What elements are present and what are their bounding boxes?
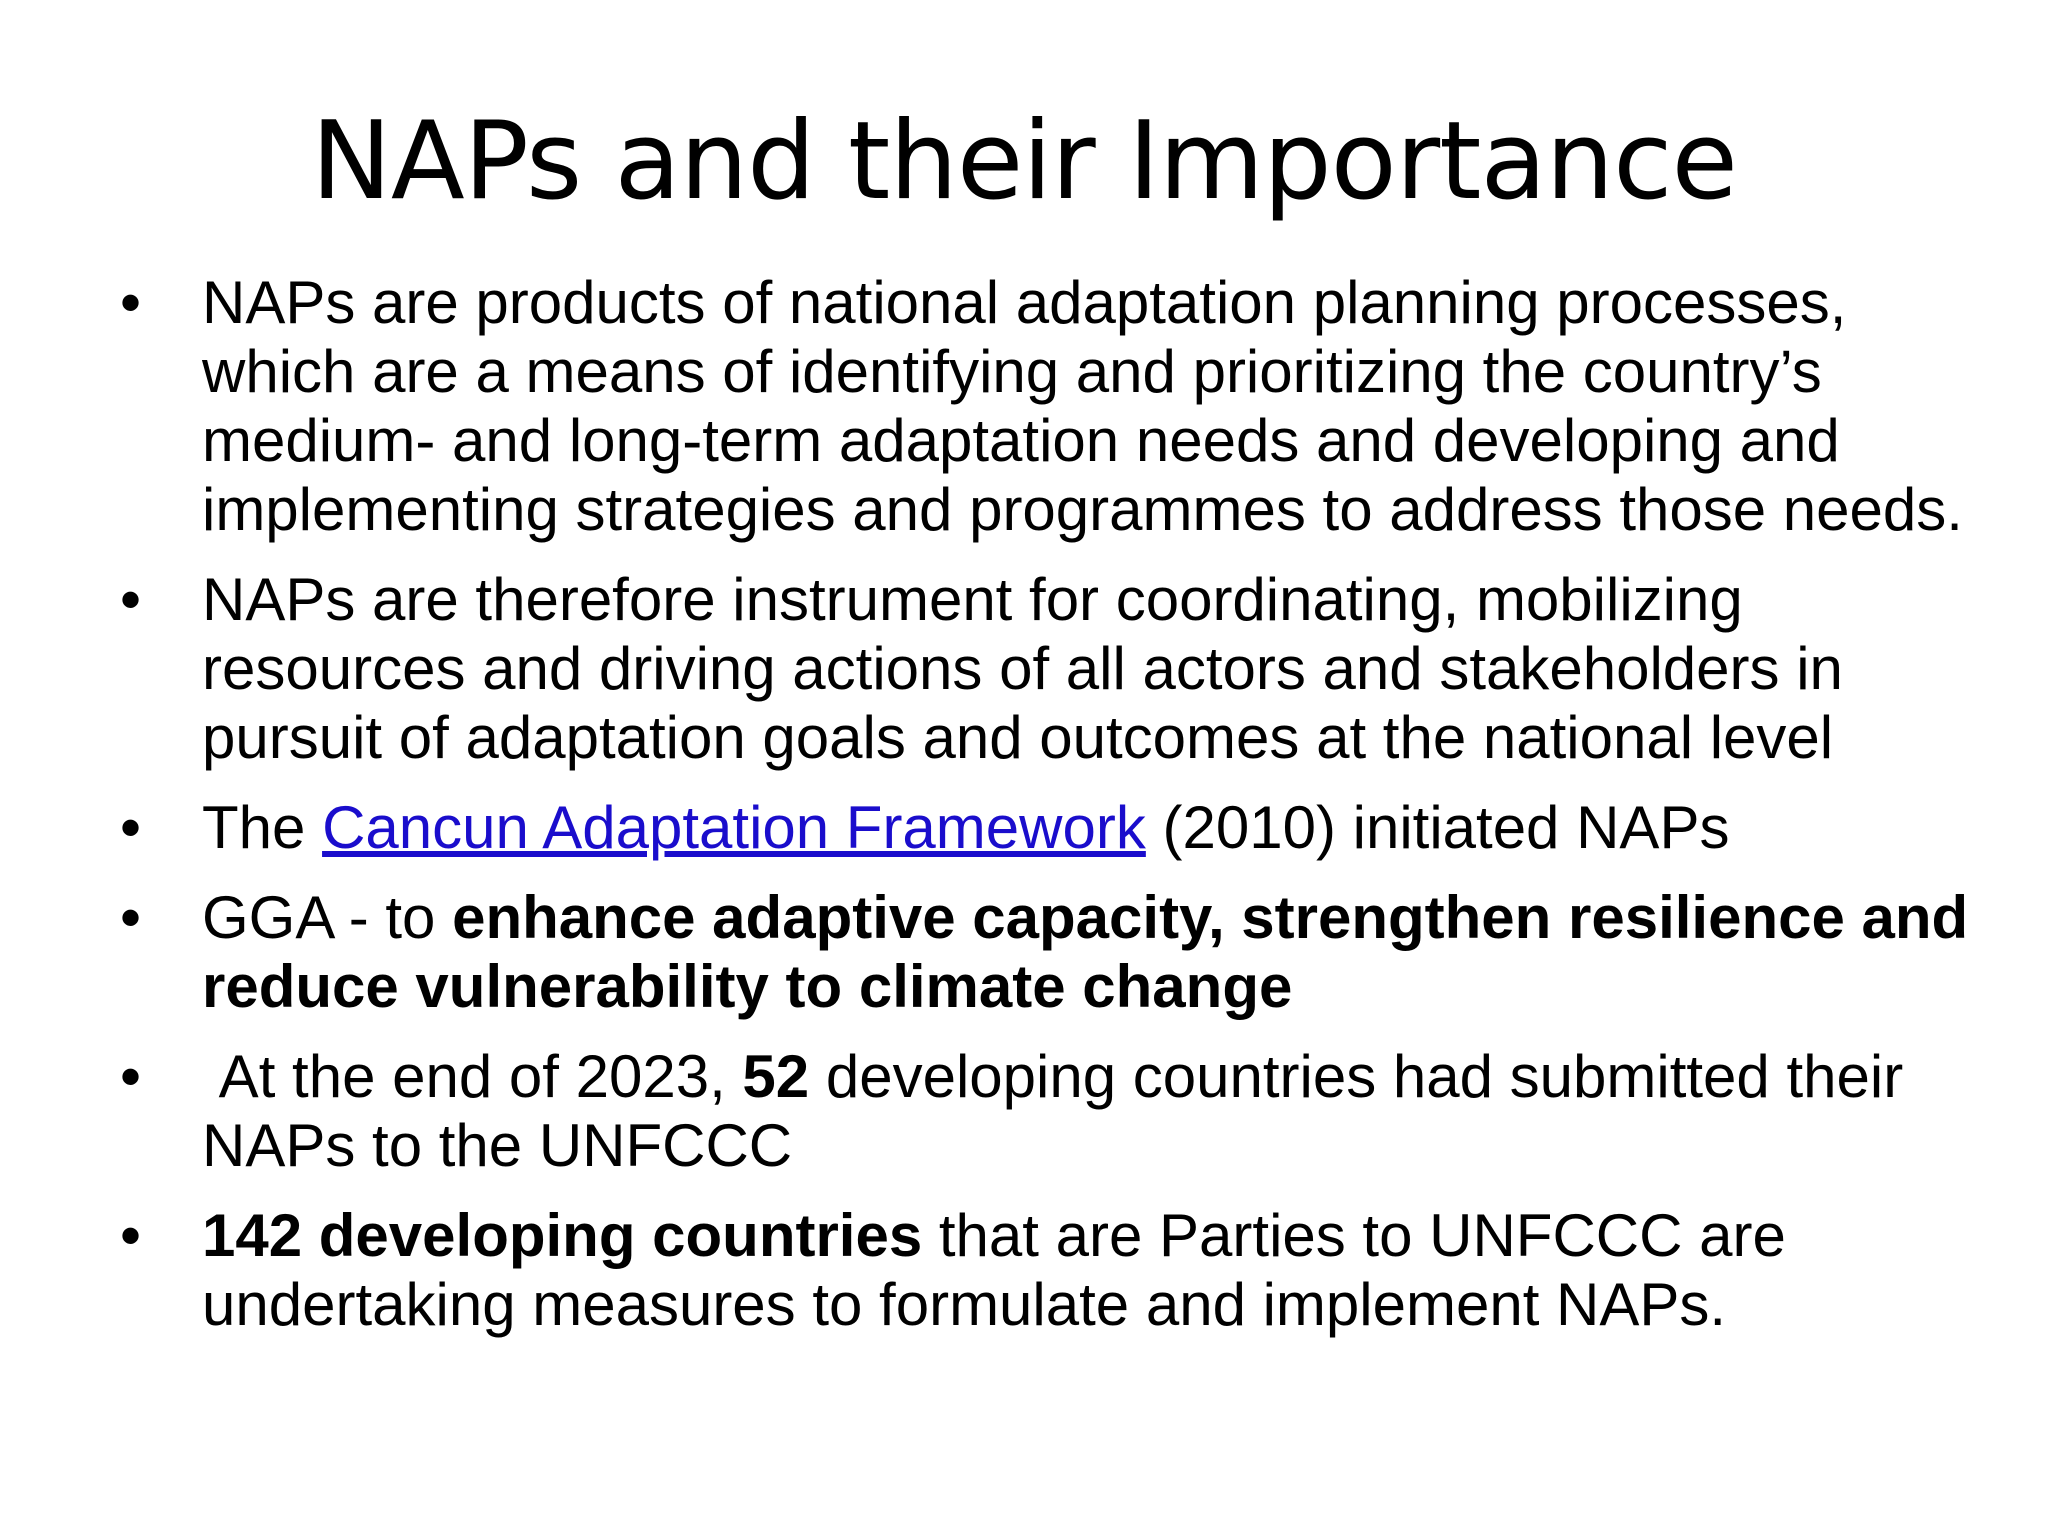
bullet-dot-icon: • — [120, 1043, 142, 1110]
bullet-dot-icon: • — [120, 884, 142, 951]
bullet-dot-icon: • — [120, 566, 142, 633]
bullet-dot-icon: • — [120, 269, 142, 336]
bullet-item-gga — [120, 883, 2010, 1021]
bullet-text-bold: 52 — [742, 1043, 810, 1110]
bullet-item-submitted-count — [120, 1042, 2010, 1180]
bullet-dot-icon: • — [120, 1202, 142, 1269]
bullet-text-bold: enhance adaptive capacity, strengthen resilience and reduce vulnerability to climate change — [202, 884, 1969, 1020]
bullet-text-bold: 142 developing countries — [202, 1202, 923, 1269]
bullet-text-suffix: developing countries had submitted their NAPs to the UNFCCC — [202, 1043, 1904, 1179]
bullet-dot-icon: • — [120, 794, 142, 861]
bullet-text-prefix: The — [202, 794, 323, 861]
bullet-item-naps-products — [120, 268, 2010, 544]
bullet-text-suffix: that are Parties to UNFCCC are undertaking measures to formulate and implement NAPs. — [202, 1202, 1786, 1338]
bullet-item-developing-countries — [120, 1201, 2010, 1339]
bullet-text-prefix: At the end of 2023, — [202, 1043, 743, 1110]
slide-title: NAPs and their Importance — [311, 99, 1737, 224]
bullet-item-cancun — [120, 793, 2010, 862]
bullet-text-suffix: (2010) initiated NAPs — [1145, 794, 1730, 861]
bullet-list — [120, 268, 2010, 1360]
cancun-framework-link[interactable]: Cancun Adaptation Framework — [322, 794, 1146, 861]
bullet-item-naps-instrument — [120, 565, 2010, 772]
bullet-text: NAPs are products of national adaptation planning processes, which are a means of identifying and prioritizing the country’s medium- and long-term adaptation needs and developing and implementing strategies and programmes to address those needs. — [202, 269, 1963, 543]
bullet-text-prefix: GGA - to — [202, 884, 453, 951]
bullet-text: NAPs are therefore instrument for coordinating, mobilizing resources and driving actions of all actors and stakeholders in pursuit of adaptation goals and outcomes at the national level — [202, 566, 1843, 771]
